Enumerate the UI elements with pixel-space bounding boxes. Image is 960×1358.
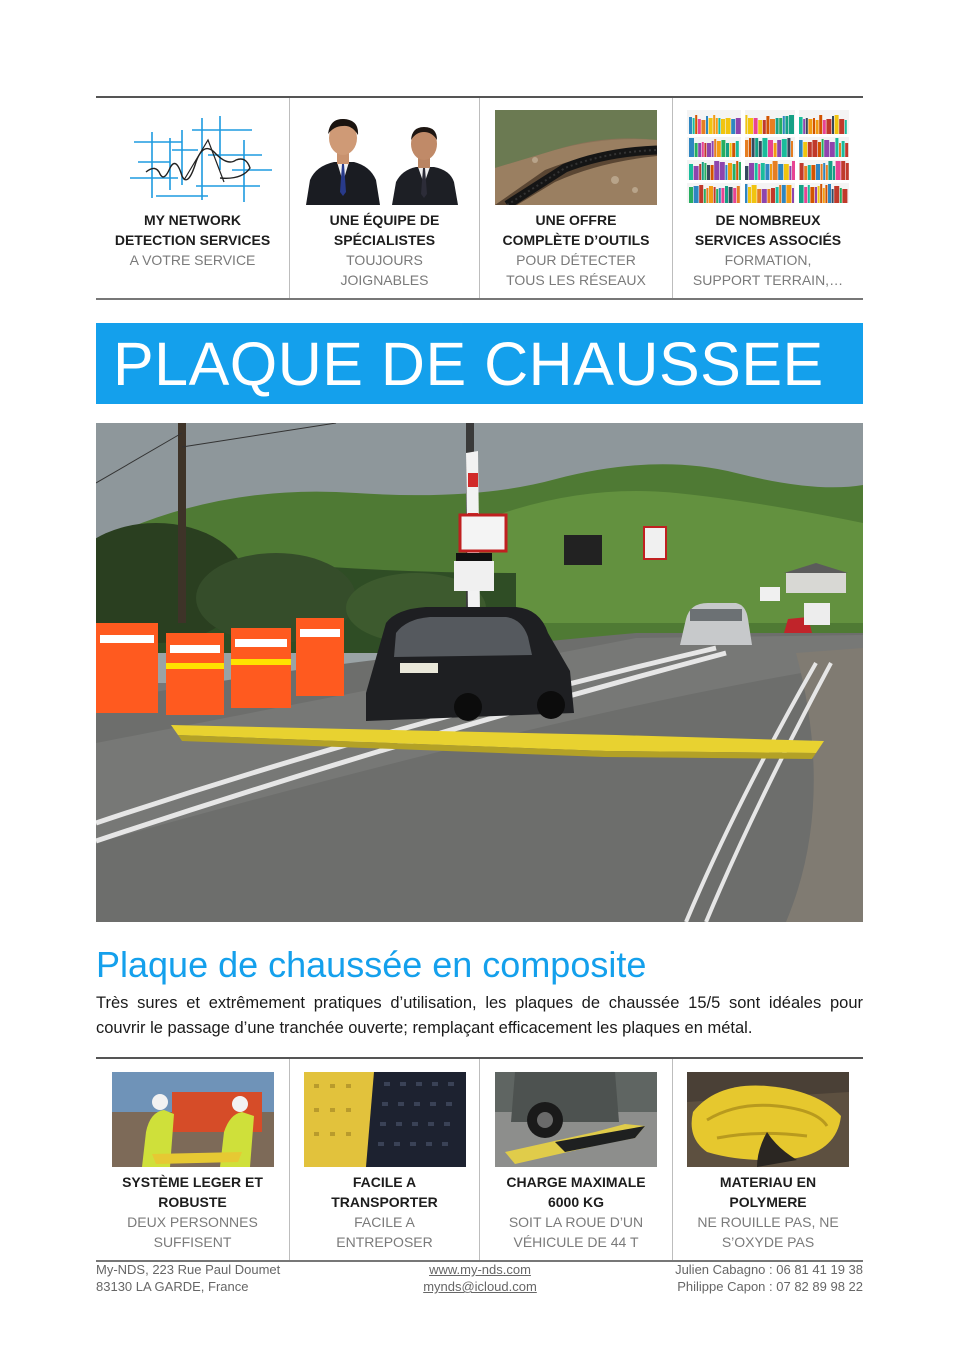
feature-subtitle-line: DEUX PERSONNES: [127, 1214, 258, 1230]
email-link[interactable]: mynds@icloud.com: [423, 1279, 537, 1294]
feature-title-line: 6000 KG: [547, 1194, 605, 1210]
feature-title-line: DE NOMBREUX: [715, 212, 821, 228]
bottom-feature-band: [96, 1057, 863, 1262]
feature-cell-lightweight: [96, 1059, 290, 1260]
title-banner: [96, 323, 863, 404]
feature-title-line: SPÉCIALISTES: [333, 232, 436, 248]
footer-contacts: [675, 1261, 863, 1295]
feature-subtitle-line: POUR DÉTECTER: [516, 252, 636, 268]
feature-cell-polymer: [673, 1059, 863, 1260]
feature-caption: [484, 1172, 668, 1252]
feature-cell-team: [290, 98, 480, 298]
section-title: Plaque de chaussée en composite: [96, 944, 647, 985]
feature-subtitle-line: A VOTRE SERVICE: [129, 252, 256, 268]
feature-cell-max-load: [480, 1059, 673, 1260]
contact-line: Philippe Capon : 07 82 89 98 22: [677, 1279, 863, 1294]
feature-subtitle-line: ENTREPOSER: [336, 1234, 433, 1250]
feature-subtitle-line: TOUS LES RÉSEAUX: [506, 272, 646, 288]
truck-on-plate-photo: [495, 1072, 657, 1167]
trench-cable-photo: [495, 110, 657, 205]
feature-subtitle-line: SUPPORT TERRAIN,…: [692, 272, 844, 288]
feature-subtitle-line: FACILE A: [354, 1214, 415, 1230]
feature-title-line: CHARGE MAXIMALE: [506, 1174, 646, 1190]
feature-caption: [677, 1172, 859, 1252]
feature-subtitle-line: SOIT LA ROUE D’UN: [508, 1214, 644, 1230]
stacked-plates-photo: [304, 1072, 466, 1167]
feature-title-line: COMPLÈTE D’OUTILS: [502, 232, 650, 248]
mynds-logo: [112, 110, 274, 205]
feature-subtitle-line: FORMATION,: [724, 252, 812, 268]
feature-title-line: DETECTION SERVICES: [114, 232, 271, 248]
feature-cell-tools: [480, 98, 673, 298]
footer-links: [380, 1261, 580, 1295]
feature-cell-services: [673, 98, 863, 298]
footer-address: [96, 1261, 280, 1295]
feature-caption: [294, 1172, 475, 1252]
address-line: My-NDS, 223 Rue Paul Doumet: [96, 1262, 281, 1277]
feature-subtitle-line: NE ROUILLE PAS, NE: [697, 1214, 839, 1230]
feature-subtitle-line: SUFFISENT: [153, 1234, 232, 1250]
polymer-plate-photo: [687, 1072, 849, 1167]
feature-caption: [294, 210, 475, 290]
feature-cell-transport: [290, 1059, 480, 1260]
section-paragraph: Très sures et extrêmement pratiques d’utilisation, les plaques de chaussée 15/5 sont idéales pour couvrir le passage d’une tranchée ouverte; remplaçant efficacement les plaques en métal.: [96, 994, 863, 1037]
feature-title-line: SERVICES ASSOCIÉS: [694, 232, 842, 248]
website-link[interactable]: www.my-nds.com: [429, 1262, 531, 1277]
feature-title-line: MATERIAU EN: [719, 1174, 817, 1190]
feature-subtitle-line: S’OXYDE PAS: [721, 1234, 815, 1250]
feature-cell-network: [96, 98, 290, 298]
feature-title-line: ROBUSTE: [158, 1194, 227, 1210]
feature-caption: [484, 210, 668, 290]
team-photo: [304, 110, 466, 205]
top-feature-band: [96, 96, 863, 300]
bookshelf-photo: [687, 110, 849, 205]
feature-title-line: UNE OFFRE: [535, 212, 617, 228]
feature-caption: [677, 210, 859, 290]
feature-title-line: FACILE A: [352, 1174, 417, 1190]
page-title: PLAQUE DE CHAUSSEE: [113, 330, 824, 398]
feature-caption: [100, 1172, 285, 1252]
feature-subtitle-line: JOIGNABLES: [340, 272, 429, 288]
feature-subtitle-line: TOUJOURS: [346, 252, 423, 268]
feature-title-line: TRANSPORTER: [331, 1194, 438, 1210]
contact-line: Julien Cabagno : 06 81 41 19 38: [675, 1262, 863, 1277]
feature-title-line: UNE ÉQUIPE DE: [329, 212, 440, 228]
workers-lifting-photo: [112, 1072, 274, 1167]
feature-title-line: SYSTÈME LEGER ET: [122, 1174, 263, 1190]
address-line: 83130 LA GARDE, France: [96, 1279, 249, 1294]
road-plate-hero-photo: [96, 423, 863, 922]
feature-subtitle-line: VÉHICULE DE 44 T: [513, 1234, 639, 1250]
feature-caption: [100, 210, 285, 270]
feature-title-line: MY NETWORK: [144, 212, 241, 228]
feature-title-line: POLYMERE: [729, 1194, 807, 1210]
